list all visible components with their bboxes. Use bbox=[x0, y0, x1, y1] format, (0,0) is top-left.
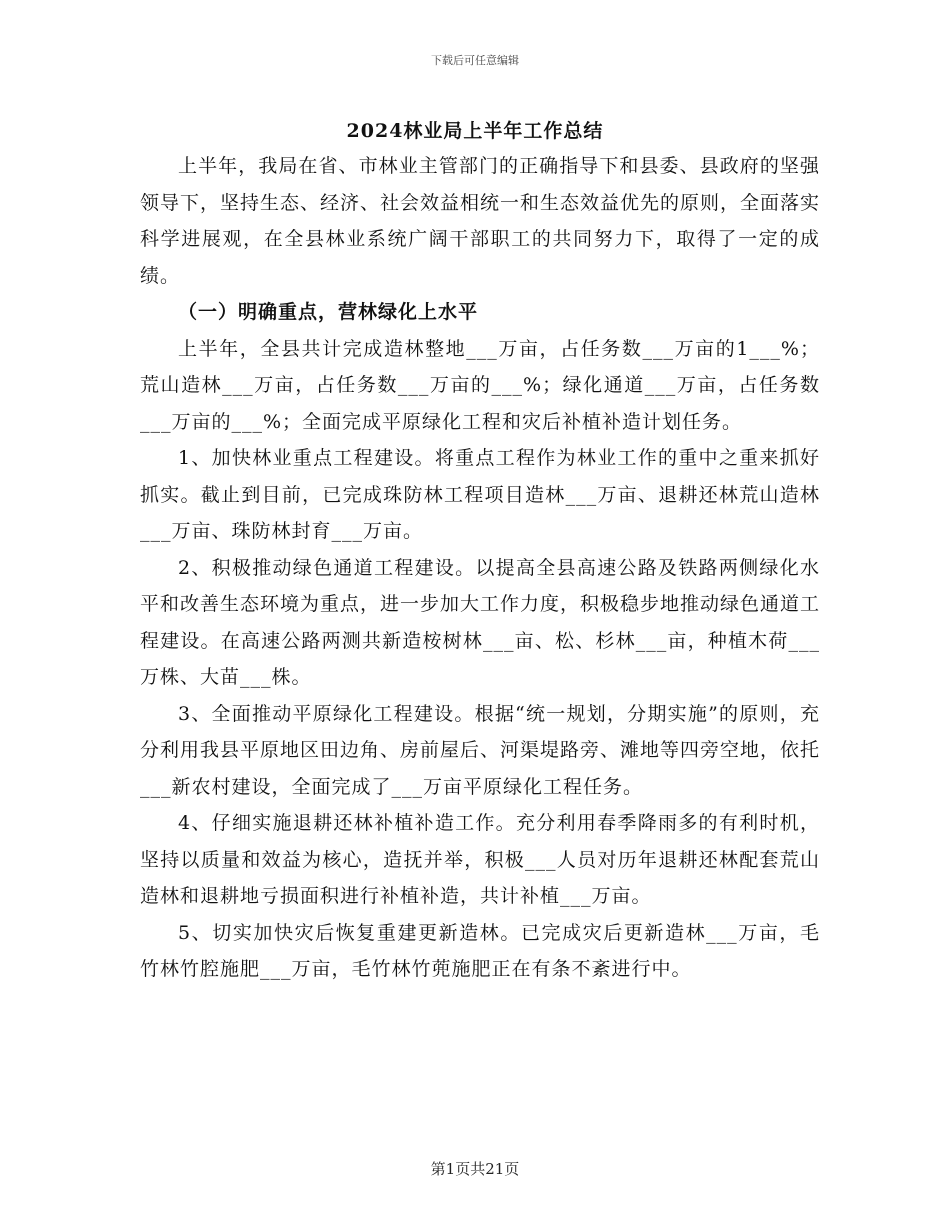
page-number: 第1页共21页 bbox=[430, 1160, 520, 1178]
intro-paragraph: 上半年，我局在省、市林业主管部门的正确指导下和县委、县政府的坚强领导下，坚持生态、经济、社会效益相统一和生态效益优先的原则，全面落实科学进展观，在全县林业系统广阔干部职工的共同努力下，取得了一定的成绩。 bbox=[140, 155, 821, 287]
paragraph-item-5: 5、切实加快灾后恢复重建更新造林。已完成灾后更新造林___万亩，毛竹林竹腔施肥___万亩，毛竹林竹蔸施肥正在有条不紊进行中。 bbox=[140, 921, 820, 980]
paragraph-item-1: 1、加快林业重点工程建设。将重点工程作为林业工作的重中之重来抓好抓实。截止到目前，已完成珠防林工程项目造林___万亩、退耕还林荒山造林___万亩、珠防林封育___万亩。 bbox=[140, 447, 820, 542]
document-title: 2024林业局上半年工作总结 bbox=[346, 120, 604, 142]
paragraph-item-4: 4、仔细实施退耕还林补植补造工作。充分利用春季降雨多的有利时机，坚持以质量和效益为核心，造抚并举，积极___人员对历年退耕还林配套荒山造林和退耕地亏损面积进行补植补造，共计补植___万亩。 bbox=[140, 812, 820, 907]
document-body bbox=[140, 148, 820, 988]
paragraph-item-3: 3、全面推动平原绿化工程建设。根据“统一规划，分期实施”的原则，充分利用我县平原地区田边角、房前屋后、河渠堤路旁、滩地等四旁空地，依托___新农村建设，全面完成了___万亩平原绿化工程任务。 bbox=[140, 702, 821, 798]
section-heading: （一）明确重点，营林绿化上水平 bbox=[178, 301, 479, 323]
paragraph-overview: 上半年，全县共计完成造林整地___万亩，占任务数___万亩的1___%；荒山造林___万亩，占任务数___万亩的___%；绿化通道___万亩，占任务数___万亩的___%；全面完成平原绿化工程和灾后补植补造计划任务。 bbox=[140, 337, 820, 433]
paragraph-item-2: 2、积极推动绿色通道工程建设。以提高全县高速公路及铁路两侧绿化水平和改善生态环境为重点，进一步加大工作力度，积极稳步地推动绿色通道工程建设。在高速公路两测共新造桉树林___亩、松、杉林___亩，种植木荷___万株、大苗___株。 bbox=[140, 556, 821, 688]
page-header-note: 下载后可任意编辑 bbox=[431, 54, 519, 67]
